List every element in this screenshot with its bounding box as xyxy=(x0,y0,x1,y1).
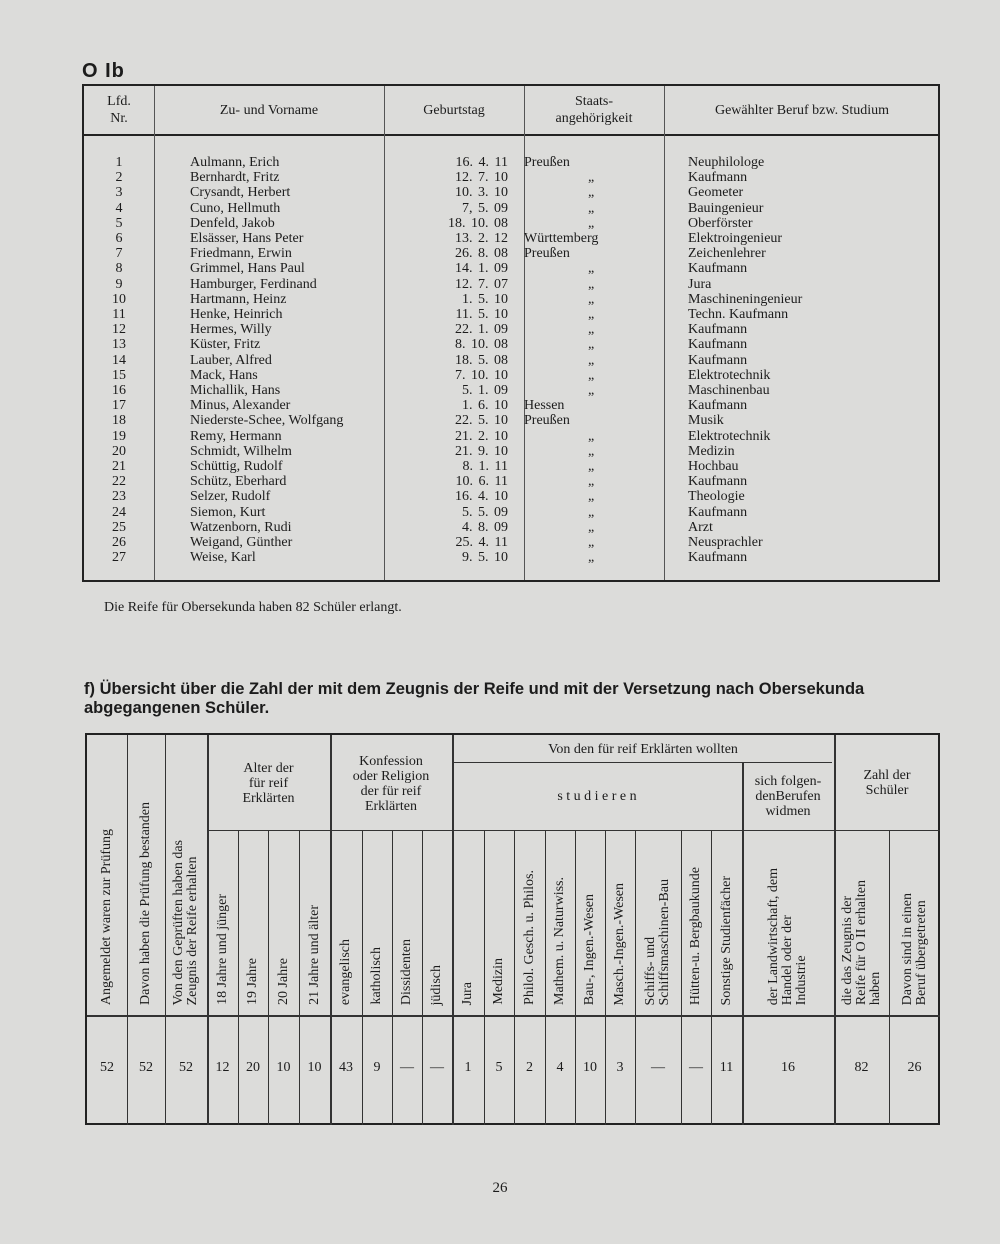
profession: Kaufmann xyxy=(688,322,748,338)
table-row xyxy=(84,459,938,474)
student-name: Schmidt, Wilhelm xyxy=(190,443,292,459)
table-row xyxy=(84,231,938,246)
table-row xyxy=(84,337,938,352)
row-number: 11 xyxy=(112,307,126,322)
profession: Kaufmann xyxy=(688,474,748,490)
header-name: Zu- und Vorname xyxy=(219,102,319,118)
column-header-label: Masch.-Ingen.-Wesen xyxy=(612,882,627,1005)
profession: Kaufmann xyxy=(688,398,748,414)
column-header xyxy=(484,830,514,1015)
cell-value: 16 xyxy=(781,1060,795,1075)
nationality: „ xyxy=(588,215,595,231)
profession: Kaufmann xyxy=(688,170,748,186)
student-name: Grimmel, Hans Paul xyxy=(190,261,305,277)
table-row xyxy=(84,535,938,550)
header-nr: Lfd. Nr. xyxy=(107,94,131,126)
row-number: 13 xyxy=(112,337,126,353)
birthday: 11. 5. 10 xyxy=(455,307,508,322)
profession: Kaufmann xyxy=(688,337,748,353)
row-number: 5 xyxy=(115,215,123,231)
row-number: 9 xyxy=(115,276,123,292)
nationality: „ xyxy=(588,443,595,459)
birthday: 9. 5. 10 xyxy=(462,550,508,566)
nationality: „ xyxy=(588,261,595,277)
cell-value: 3 xyxy=(616,1060,624,1075)
cell-value: — xyxy=(430,1060,444,1075)
profession: Zeichenlehrer xyxy=(688,246,766,262)
student-name: Aulmann, Erich xyxy=(190,155,280,170)
profession: Neuphilologe xyxy=(688,155,765,170)
table-row xyxy=(84,383,938,398)
profession: Elektrotechnik xyxy=(688,367,771,383)
student-name: Elsässer, Hans Peter xyxy=(190,231,304,246)
profession: Musik xyxy=(688,413,724,429)
birthday: 12. 7. 10 xyxy=(455,170,508,186)
column-header xyxy=(889,830,940,1015)
table-row xyxy=(84,261,938,276)
table-row xyxy=(84,520,938,535)
student-name: Denfeld, Jakob xyxy=(190,215,275,231)
column-header xyxy=(452,830,484,1015)
student-name: Henke, Heinrich xyxy=(190,307,283,322)
table-row xyxy=(84,505,938,520)
cell-value: 82 xyxy=(854,1060,869,1075)
column-header xyxy=(635,830,681,1015)
student-name: Selzer, Rudolf xyxy=(190,489,271,505)
column-header-label: Bau-, Ingen.-Wesen xyxy=(582,893,597,1005)
profession: Theologie xyxy=(688,489,745,505)
student-name: Weise, Karl xyxy=(190,550,256,566)
cell-value: — xyxy=(651,1060,665,1075)
table-row xyxy=(84,353,938,368)
column-header xyxy=(207,830,238,1015)
column-header-label: 21 Jahre und älter xyxy=(306,905,322,1005)
column-header xyxy=(711,830,742,1015)
cell-value: 5 xyxy=(495,1060,503,1075)
nationality: „ xyxy=(588,383,595,398)
column-header xyxy=(165,735,207,1015)
student-name: Hamburger, Ferdinand xyxy=(190,276,317,292)
cell-value: 11 xyxy=(719,1060,734,1075)
column-header-label: Angemeldet waren zur Prüfung xyxy=(99,828,114,1005)
column-header-label: Hütten-u. Bergbaukunde xyxy=(688,866,703,1005)
row-number: 3 xyxy=(115,185,123,201)
row-number: 14 xyxy=(112,352,126,368)
graduates-table xyxy=(82,84,940,582)
profession: Geometer xyxy=(688,185,744,201)
birthday: 12. 7. 07 xyxy=(455,276,508,292)
student-name: Cuno, Hellmuth xyxy=(190,200,281,216)
table-row xyxy=(84,413,938,428)
row-number: 23 xyxy=(112,489,126,505)
nationality: „ xyxy=(588,474,595,490)
profession: Jura xyxy=(688,276,712,292)
profession: Techn. Kaufmann xyxy=(688,307,789,322)
row-number: 12 xyxy=(112,322,126,338)
student-name: Siemon, Kurt xyxy=(190,504,266,520)
profession: Hochbau xyxy=(688,459,739,474)
row-number: 18 xyxy=(112,413,126,429)
student-name: Schütz, Eberhard xyxy=(190,474,287,490)
column-header-label: 19 Jahre xyxy=(245,957,260,1005)
birthday: 10. 6. 11 xyxy=(455,474,508,490)
student-name: Hartmann, Heinz xyxy=(190,291,287,307)
column-header xyxy=(127,735,165,1015)
student-name: Minus, Alexander xyxy=(190,398,291,414)
student-name: Hermes, Willy xyxy=(190,322,272,338)
column-header-label: Jura xyxy=(460,981,475,1005)
row-number: 26 xyxy=(112,535,126,550)
birthday: 21. 2. 10 xyxy=(455,428,508,444)
birthday: 22. 1. 09 xyxy=(455,322,508,338)
header-birthday: Geburtstag xyxy=(423,102,485,118)
column-header xyxy=(742,830,834,1015)
nationality: Preußen xyxy=(524,413,570,429)
birthday: 8. 10. 08 xyxy=(455,337,508,353)
column-header-label: Mathem. u. Naturwiss. xyxy=(552,877,567,1005)
birthday: 14. 1. 09 xyxy=(455,261,508,277)
student-name: Küster, Fritz xyxy=(190,337,261,353)
nationality: „ xyxy=(588,550,595,566)
row-number: 19 xyxy=(112,428,126,444)
birthday: 22. 5. 10 xyxy=(455,413,508,429)
birthday: 26. 8. 08 xyxy=(455,246,508,262)
table-row xyxy=(84,444,938,459)
cell-value: 2 xyxy=(526,1060,533,1075)
column-header-label: Schiffs- und Schiffsmaschinen-Bau xyxy=(643,878,672,1005)
row-number: 16 xyxy=(112,383,126,398)
column-header xyxy=(681,830,711,1015)
nationality: „ xyxy=(588,170,595,186)
row-number: 25 xyxy=(112,519,126,535)
profession: Neusprachler xyxy=(688,535,763,550)
birthday: 25. 4. 11 xyxy=(455,535,508,550)
column-header xyxy=(834,830,889,1015)
table-row xyxy=(84,474,938,489)
column-header-label: evangelisch xyxy=(338,938,353,1005)
column-header xyxy=(87,735,127,1015)
column-header xyxy=(299,830,330,1015)
cell-value: 4 xyxy=(556,1060,564,1075)
group-header-study: s t u d i e r e n xyxy=(557,788,637,804)
table-row xyxy=(84,322,938,337)
birthday: 13. 2. 12 xyxy=(455,231,508,246)
group-header-professions: sich folgen- denBerufen widmen xyxy=(754,773,822,819)
birthday: 5. 1. 09 xyxy=(462,383,508,398)
nationality: „ xyxy=(588,276,595,292)
cell-value: 10 xyxy=(276,1060,291,1075)
nationality: „ xyxy=(588,337,595,353)
row-number: 27 xyxy=(112,550,126,566)
column-header xyxy=(422,830,452,1015)
birthday: 5. 5. 09 xyxy=(462,504,508,520)
table-row xyxy=(84,170,938,185)
birthday: 1. 6. 10 xyxy=(462,398,508,414)
table-row xyxy=(84,155,938,170)
table-row xyxy=(84,550,938,565)
row-number: 2 xyxy=(115,170,123,186)
cell-value: 26 xyxy=(907,1060,922,1075)
birthday: 16. 4. 11 xyxy=(455,155,508,170)
page-number: 26 xyxy=(492,1180,508,1196)
student-name: Niederste-Schee, Wolfgang xyxy=(190,413,344,429)
column-header xyxy=(605,830,635,1015)
student-name: Michallik, Hans xyxy=(190,383,281,398)
nationality: Hessen xyxy=(524,398,565,414)
cell-value: 10 xyxy=(583,1060,597,1075)
column-header-label: Philol. Gesch. u. Philos. xyxy=(521,870,537,1005)
row-number: 10 xyxy=(112,291,126,307)
cell-value: 20 xyxy=(246,1060,260,1075)
nationality: „ xyxy=(588,535,595,550)
row-number: 24 xyxy=(112,504,126,520)
column-header-label: Von den Geprüften haben das Zeugnis der Reife erhalten xyxy=(171,839,200,1005)
profession: Medizin xyxy=(688,443,735,459)
cell-value: 1 xyxy=(464,1060,472,1075)
birthday: 7, 5. 09 xyxy=(462,200,508,216)
nationality: Preußen xyxy=(524,155,570,170)
table-row xyxy=(84,246,938,261)
section-f-title: f) Übersicht über die Zahl der mit dem Zeugnis der Reife und mit der Versetzung nach Obersekunda abgegangenen Schüler. xyxy=(84,680,865,717)
student-name: Mack, Hans xyxy=(190,367,258,383)
column-header-label: Davon sind in einen Beruf übergetreten xyxy=(899,892,929,1005)
birthday: 7. 10. 10 xyxy=(455,367,508,383)
column-header-label: Medizin xyxy=(491,958,506,1005)
summary-table xyxy=(85,733,940,1125)
group-header-religion: Konfession oder Religion der für reif Erklärten xyxy=(352,753,430,814)
profession: Kaufmann xyxy=(688,550,748,566)
birthday: 4. 8. 09 xyxy=(462,519,508,535)
nationality: „ xyxy=(588,352,595,368)
column-header xyxy=(330,830,362,1015)
nationality: „ xyxy=(588,504,595,520)
cell-value: 52 xyxy=(179,1060,193,1075)
student-name: Bernhardt, Fritz xyxy=(190,170,280,186)
birthday: 21. 9. 10 xyxy=(455,443,508,459)
cell-value: 10 xyxy=(307,1060,322,1075)
note-text: Die Reife für Obersekunda haben 82 Schüler erlangt. xyxy=(104,600,402,615)
nationality: „ xyxy=(588,519,595,535)
column-header-label: Dissidenten xyxy=(399,938,414,1005)
profession: Kaufmann xyxy=(688,352,748,368)
table-row xyxy=(84,292,938,307)
column-header-label: 20 Jahre xyxy=(275,957,291,1005)
cell-value: 43 xyxy=(339,1060,353,1075)
profession: Bauingenieur xyxy=(688,200,764,216)
table-row xyxy=(84,277,938,292)
row-number: 7 xyxy=(115,246,123,262)
profession: Kaufmann xyxy=(688,504,748,520)
column-header xyxy=(545,830,575,1015)
row-number: 22 xyxy=(112,474,126,490)
table-row xyxy=(84,398,938,413)
cell-value: 52 xyxy=(139,1060,153,1075)
cell-value: — xyxy=(689,1060,703,1075)
student-name: Friedmann, Erwin xyxy=(190,246,292,262)
header-nationality: Staats- angehörigkeit xyxy=(555,94,633,126)
header-profession: Gewählter Beruf bzw. Studium xyxy=(714,102,890,118)
cell-value: 12 xyxy=(215,1060,230,1075)
group-header-wanted: Von den für reif Erklärten wollten xyxy=(548,741,738,757)
nationality: Württemberg xyxy=(524,231,599,246)
nationality: „ xyxy=(588,185,595,201)
table-row xyxy=(84,216,938,231)
table-row xyxy=(84,368,938,383)
birthday: 18. 5. 08 xyxy=(455,352,508,368)
row-number: 8 xyxy=(115,261,123,277)
section-title: O Ib xyxy=(82,60,125,82)
column-header-label: Sonstige Studienfächer xyxy=(718,875,734,1005)
row-number: 6 xyxy=(115,231,123,246)
row-number: 17 xyxy=(112,398,126,414)
profession: Elektrotechnik xyxy=(688,428,771,444)
table-row xyxy=(84,185,938,200)
row-number: 20 xyxy=(112,443,126,459)
cell-value: — xyxy=(400,1060,414,1075)
nationality: „ xyxy=(588,291,595,307)
row-number: 15 xyxy=(112,367,126,383)
cell-value: 9 xyxy=(373,1060,381,1075)
student-name: Weigand, Günther xyxy=(190,535,293,550)
student-name: Remy, Hermann xyxy=(190,428,282,444)
column-header xyxy=(392,830,422,1015)
column-header-label: Davon haben die Prüfung bestanden xyxy=(138,802,153,1005)
table-row xyxy=(84,429,938,444)
profession: Kaufmann xyxy=(688,261,748,277)
group-header-age: Alter der für reif Erklärten xyxy=(242,761,295,806)
profession: Maschineningenieur xyxy=(688,291,803,307)
birthday: 18. 10. 08 xyxy=(448,215,508,231)
student-name: Crysandt, Herbert xyxy=(190,185,291,201)
column-header-label: die das Zeugnis der Reife für O II erhalten haben xyxy=(839,879,883,1005)
profession: Maschinenbau xyxy=(688,383,770,398)
row-number: 21 xyxy=(112,459,126,474)
column-header xyxy=(362,830,392,1015)
nationality: „ xyxy=(588,489,595,505)
nationality: Preußen xyxy=(524,246,570,262)
nationality: „ xyxy=(588,367,595,383)
column-header xyxy=(575,830,605,1015)
table-row xyxy=(84,307,938,322)
row-number: 4 xyxy=(115,200,123,216)
nationality: „ xyxy=(588,322,595,338)
nationality: „ xyxy=(588,307,595,322)
column-header-label: katholisch xyxy=(369,947,384,1005)
profession: Oberförster xyxy=(688,215,753,231)
table-row xyxy=(84,489,938,504)
group-header-count: Zahl der Schüler xyxy=(863,768,911,798)
column-header xyxy=(268,830,299,1015)
column-header-label: 18 Jahre und jünger xyxy=(214,894,230,1005)
profession: Elektroingenieur xyxy=(688,231,783,246)
cell-value: 52 xyxy=(100,1060,114,1075)
student-name: Watzenborn, Rudi xyxy=(190,519,292,535)
profession: Arzt xyxy=(688,519,713,535)
row-number: 1 xyxy=(115,155,123,170)
birthday: 8. 1. 11 xyxy=(462,459,508,474)
birthday: 16. 4. 10 xyxy=(455,489,508,505)
nationality: „ xyxy=(588,200,595,216)
nationality: „ xyxy=(588,459,595,474)
student-name: Schüttig, Rudolf xyxy=(190,459,283,474)
table-header xyxy=(84,86,938,136)
column-header-label: der Landwirtschaft, dem Handel oder der Industrie xyxy=(766,867,809,1005)
birthday: 10. 3. 10 xyxy=(455,185,508,201)
table-row xyxy=(84,201,938,216)
column-header xyxy=(238,830,268,1015)
birthday: 1. 5. 10 xyxy=(462,291,508,307)
column-header-label: jüdisch xyxy=(429,964,444,1005)
column-header xyxy=(514,830,545,1015)
student-name: Lauber, Alfred xyxy=(190,352,272,368)
nationality: „ xyxy=(588,428,595,444)
